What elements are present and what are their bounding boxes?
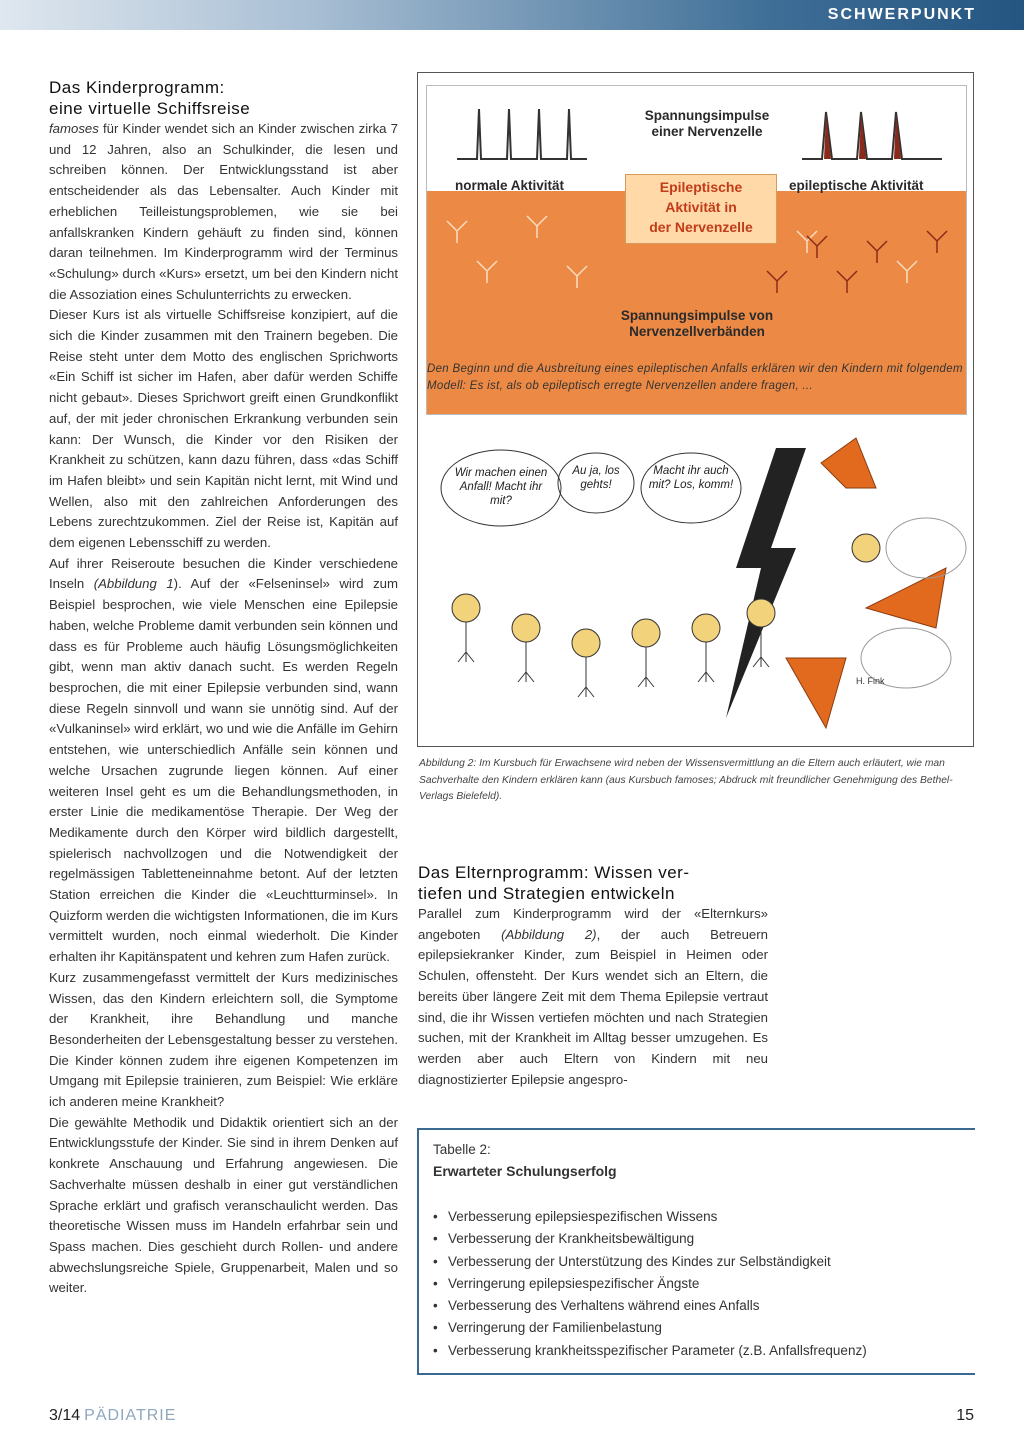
label-impulses-network-1: Spannungsimpulse von [620, 308, 774, 323]
list-item-text: Verringerung epilepsiespezifischer Ängste [448, 1275, 700, 1291]
paragraph-3-b: ). Auf der «Felseninsel» wird zum Beispiel besprochen, wie viele Menschen eine Epilepsie haben, welche Probleme damit verbunden sein können und dass es für Probleme auch häufig Lösungsmöglichkeiten gibt, wenn man aktiv danach sucht. Es werden Regeln besprochen, die mit einer Epilepsie verbunden sind, wann diese Regeln sinnvoll und wann sie unnötig sind. Auf der «Vulkaninsel» wird erklärt, wo und wie die Anfälle im Gehirn entstehen, wie unterschiedlich Anfälle sein können und welche Ursachen zugrunde liegen können. Auf einer weiteren Insel geht es um die Behandlungsmethoden, in erster Linie die medikamentöse Therapie. Der Weg der Medikamente durch den Körper wird bildlich dargestellt, spielerisch nachvollzogen und die Notwendigkeit der regelmässigen Tabletteneinnahme betont. Auf der letzten Station erreichen die Kinder die «Leuchtturminsel». In Quizform werden die wichtigsten Informationen, die im Kurs vermittelt wurden, noch einmal wiederholt. Die Kinder erhalten ihr Kapitänspatent und kehren zum Hafen zurück. [49, 576, 399, 965]
label-impulses-cell-2: einer Nervenzelle [651, 124, 763, 139]
label-normal-activity: normale Aktivität [455, 178, 565, 193]
paragraph-eltern-b: , der auch Betreuern epilepsiekranker Kinder, zum Beispiel in Heimen oder Schulen, offensteht. Der Kurs wendet sich an Eltern, die bereits über längere Zeit mit dem Thema Epilepsie vertraut sind, die ihr Wissen vertiefen möchten und nach Strategien suchen, mit der Krankheit im Alltag besser umzugehen. Es werden aber auch Eltern von Kindern mit neu diagnostizierter Epilepsie angespro- [418, 926, 768, 1087]
table-title: Tabelle 2: [433, 1142, 491, 1157]
list-item [433, 1340, 867, 1362]
label-impulses-network-2: Nervenzellverbänden [629, 324, 765, 339]
figure-caption: Abbildung 2: Im Kursbuch für Erwachsene wird neben der Wissensvermittlung an die Eltern auch erläutert, wie man Sachverhalte den Kindern erklären kann (aus Kursbuch famoses; Abdruck mit freundlicher Genehmigung des Bethel-Verlags Bielefeld). [419, 758, 953, 802]
paragraph-3 [49, 554, 398, 968]
issue-number: 3/14 [49, 1407, 81, 1424]
list-item-text: Verbesserung des Verhaltens während eines Anfalls [448, 1298, 760, 1314]
section-label: SCHWERPUNKT [827, 6, 976, 23]
heading-line-2: eine virtuelle Schiffsreise [49, 99, 251, 118]
center-line-1: Epileptische [659, 179, 743, 195]
section-heading-elternprogramm [418, 862, 768, 904]
list-item [433, 1228, 867, 1250]
table-list [433, 1206, 867, 1362]
right-column [418, 862, 768, 1090]
bullet-icon: • [433, 1209, 438, 1224]
list-item-text: Verbesserung der Krankheitsbewältigung [448, 1231, 695, 1247]
label-epileptic-activity: epileptische Aktivität [789, 178, 924, 193]
heading-line-1: Das Kinderprogramm: [49, 78, 225, 97]
bullet-icon: • [433, 1275, 438, 1291]
paragraph-5: Die gewählte Methodik und Didaktik orientiert sich an der Entwicklungsstufe der Kinder. Sie sind in ihrem Denken auf konkrete Anschauung und Erfahrung angewiesen. Die Sachverhalte müssen deshalb in einer gut verständlichen Sprache erklärt und grafisch veranschaulicht werden. Das theoretische Wissen muss im Handeln erfahrbar sein und Spass machen. Dies geschieht durch Rollen- und andere abwechslungsreiche Spiele, Gruppenarbeit, Malen und so weiter. [49, 1114, 398, 1296]
paragraph-2: Dieser Kurs ist als virtuelle Schiffsreise konzipiert, auf die sich die Kinder zusammen mit den Trainern begeben. Die Reise steht unter dem Motto des englischen Sprichworts «Ein Schiff ist sicher im Hafen, aber dafür werden Schiffe nicht gebaut». Dieses Sprichwort greift einen Grundkonflikt auf, der mit jeder chronischen Erkrankung verbunden sein kann: Der Wunsch, die Kinder vor den Risiken der Krankheit zu schützen, kann dazu führen, dass «das Schiff im Hafen bleibt» und sein Kapitän nicht lernt, mit Wind und Wellen, also mit den zahlreichen Anforderungen des Lebens zurechtzukommen. Ziel der Reise ist, Kapitän auf dem eigenen Lebensschiff zu werden. [49, 307, 398, 551]
bullet-icon: • [433, 1231, 438, 1247]
list-item-text: Verbesserung der Unterstützung des Kindes zur Selbständigkeit [448, 1253, 831, 1269]
center-line-3: der Nervenzelle [649, 219, 753, 235]
list-item-text: Verbesserung epilepsiespezifischen Wissens [448, 1209, 718, 1224]
spike-trace-epileptic [802, 104, 942, 164]
heading-line-2: tiefen und Strategien entwickeln [418, 884, 675, 903]
speech-bubble-2: Au ja, los gehts! [572, 465, 620, 491]
list-item [433, 1273, 867, 1295]
label-impulses-cell-1: Spannungsimpulse [644, 108, 770, 123]
list-item [433, 1317, 867, 1339]
paragraph-eltern [418, 904, 768, 1090]
header-bar [0, 0, 1024, 30]
magazine-name: PÄDIATRIE [84, 1407, 177, 1424]
section-heading-kinderprogramm [49, 77, 398, 119]
speech-bubble-1: Wir machen einen Anfall! Macht ihr mit? [454, 467, 548, 507]
paragraph-3-a: Auf ihrer Reiseroute besuchen die Kinder verschiedene Inseln [49, 555, 398, 592]
label-impulses-cell [627, 108, 787, 140]
list-item [433, 1206, 867, 1228]
footer-issue [49, 1407, 176, 1425]
list-item [433, 1251, 867, 1273]
bullet-icon: • [433, 1253, 438, 1269]
table-2-box [417, 1128, 975, 1375]
paragraph-1-text: für Kinder wendet sich an Kinder zwischen zirka 7 und 12 Jahren, also an Schulkinder, die lesen und schreiben können. Der Entwicklungsstand ist aber entscheidender als das Lebensalter. Auch Kinder mit erheblichen Teilleistungsproblemen, wie sie bei anfallskranken Kindern gehäuft zu finden sind, können daran teilnehmen. Im Kinderprogramm wird der Terminus «Schulung» durch «Kurs» ersetzt, um bei den Kindern nicht die Assoziation eines Schulunterrichts zu erwecken. [49, 121, 398, 302]
brand-famoses: famoses [49, 121, 99, 136]
paragraph-eltern-a: Parallel zum Kinderprogramm wird der «Elternkurs» angeboten [418, 906, 768, 942]
figure-2 [417, 72, 974, 747]
neuron-network-illustration [427, 191, 967, 311]
list-item [433, 1295, 867, 1317]
bullet-icon: • [433, 1320, 438, 1336]
paragraph-4: Kurz zusammengefasst vermittelt der Kurs medizinisches Wissen, das den Kindern erleichtern soll, die Symptome der Krankheit, ihre Behandlung und manche Besonderheiten der Lebensgestaltung besser zu verstehen. Die Kinder können zudem ihre eigenen Kompetenzen im Umgang mit Epilepsie trainieren, zum Beispiel: Wie erkläre ich anderen meine Krankheit? [49, 969, 398, 1110]
list-item-text: Verbesserung krankheitsspezifischer Parameter (z.B. Anfallsfrequenz) [448, 1342, 867, 1358]
label-impulses-network [597, 308, 797, 340]
list-item-text: Verringerung der Familienbelastung [448, 1320, 662, 1336]
speech-bubble-3: Macht ihr auch mit? Los, komm! [648, 465, 734, 491]
left-column [49, 77, 398, 1299]
figure-ref-2: (Abbildung 2) [501, 926, 597, 942]
artist-signature: H. Fink [856, 676, 885, 686]
cartoon-illustration [426, 428, 967, 738]
page-number: 15 [956, 1407, 974, 1424]
spike-trace-normal [457, 104, 587, 164]
figure-handwritten-text: Den Beginn und die Ausbreitung eines epileptischen Anfalls erklären wir den Kindern mit folgendem Modell: Es ist, als ob epileptisch erregte Nervenzellen andere fragen, ... [427, 363, 963, 392]
figure-ref-1: (Abbildung 1 [93, 576, 174, 592]
center-line-2: Aktivität in [665, 199, 737, 215]
bullet-icon: • [433, 1298, 438, 1314]
table-subtitle: Erwarteter Schulungserfolg [433, 1163, 617, 1179]
paragraph-1 [49, 119, 398, 305]
heading-line-1: Das Elternprogramm: Wissen ver- [418, 863, 690, 882]
bullet-icon: • [433, 1342, 438, 1358]
